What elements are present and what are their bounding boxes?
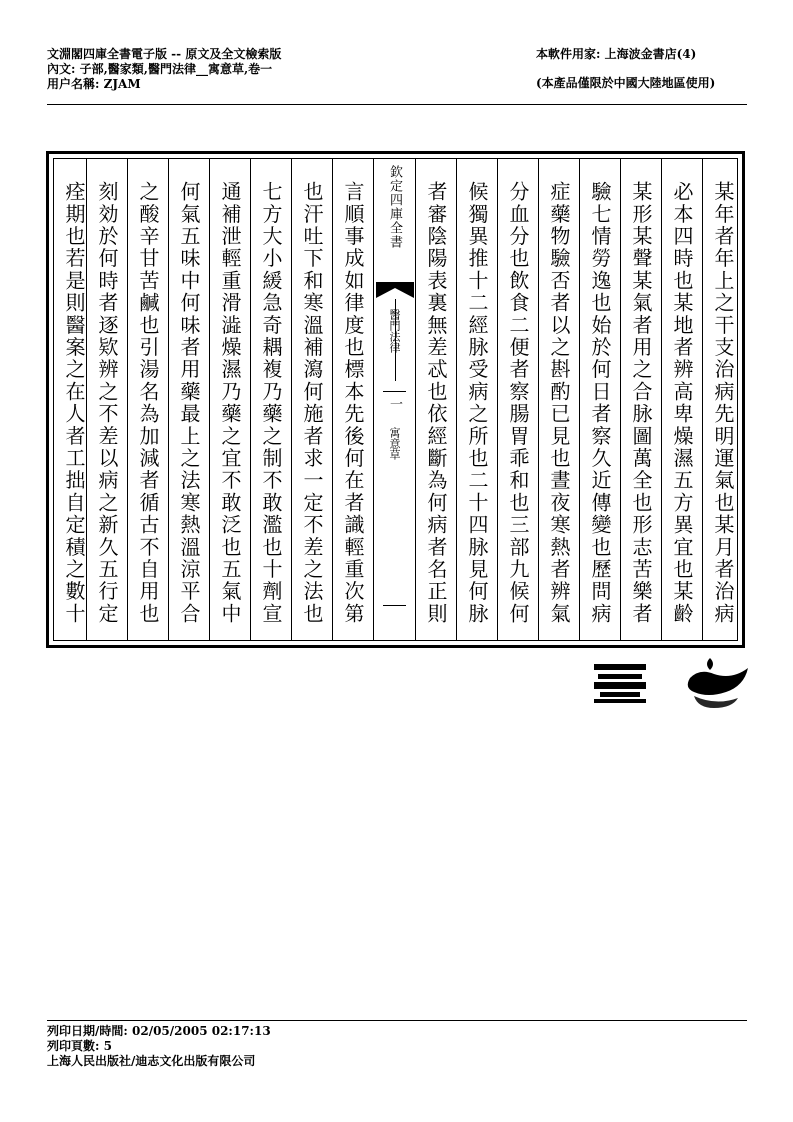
column-text: 言順事成如律度也標本先後何在者識輕重次第 <box>341 181 365 625</box>
print-page-count: 列印頁數: 5 <box>47 1039 112 1053</box>
column-text: 通補泄輕重滑澁燥濕乃藥之宜不敢泛也五氣中 <box>218 181 242 625</box>
column-text: 何氣五味中何味者用藥最上之法寒熱溫涼平合 <box>177 181 201 625</box>
page-frame-inner <box>53 158 738 641</box>
text-column <box>209 159 250 640</box>
text-column <box>702 159 743 640</box>
text-column <box>45 159 86 640</box>
header-divider <box>47 104 747 105</box>
column-text: 也汗吐下和寒溫補瀉何施者求一定不差之法也 <box>300 181 324 625</box>
text-column <box>250 159 291 640</box>
text-column <box>497 159 538 640</box>
column-text: 刻効於何時者逐欵辨之不差以病之新久五行定 <box>95 181 119 625</box>
text-column <box>168 159 209 640</box>
header-title: 文淵閣四庫全書電子版 -- 原文及全文檢索版 <box>47 47 282 61</box>
collection-title: 欽定四庫全書 <box>387 165 402 249</box>
column-text: 之酸辛甘苦鹹也引湯名為加減者循古不自用也 <box>136 181 160 625</box>
text-column <box>127 159 168 640</box>
publisher: 上海人民出版社/迪志文化出版有限公司 <box>47 1054 256 1068</box>
text-column <box>579 159 620 640</box>
column-text: 症藥物驗否者以之斟酌已見也晝夜寒熱者辨氣 <box>547 181 571 625</box>
text-column <box>620 159 661 640</box>
document-footer <box>47 1024 271 1069</box>
header-content-path: 內文: 子部,醫家類,醫門法律__寓意草,卷一 <box>47 62 273 76</box>
text-column <box>415 159 456 640</box>
column-text: 痊期也若是則醫案之在人者工拙自定積之數十 <box>62 181 86 625</box>
sub-title: 寓意草 <box>388 427 401 460</box>
document-header-right <box>536 47 715 91</box>
center-rule <box>383 605 406 606</box>
text-column <box>661 159 702 640</box>
text-column <box>538 159 579 640</box>
footer-divider <box>47 1020 747 1021</box>
page-frame <box>46 151 745 648</box>
text-column <box>332 159 373 640</box>
column-text: 分血分也飲食二便者察腸胃乖和也三部九候何 <box>506 181 530 625</box>
column-text: 七方大小緩急奇耦複乃藥之制不敢濫也十劑宣 <box>259 181 283 625</box>
center-fold-column <box>373 159 415 640</box>
document-header <box>47 47 281 92</box>
book-title: 醫門法律 <box>388 309 401 353</box>
column-text: 者審陰陽表裏無差忒也依經斷為何病者名正則 <box>424 181 448 625</box>
header-licensee: 本軟件用家: 上海波金書店(4) <box>536 47 697 61</box>
header-username: 用户名稱: ZJAM <box>47 77 141 91</box>
fishtail-mark-icon <box>374 282 416 298</box>
header-region-note: (本產品僅限於中國大陸地區使用) <box>536 76 716 90</box>
text-column <box>291 159 332 640</box>
column-text: 某形某聲某氣者用之合脉圖萬全也形志苦樂者 <box>629 181 653 625</box>
seal-stamp-icon <box>592 656 750 708</box>
column-text: 某年者年上之干支治病先明運氣也某月者治病 <box>711 181 735 625</box>
text-column <box>456 159 497 640</box>
column-text: 驗七情勞逸也始於何日者察久近傳變也歷問病 <box>588 181 612 625</box>
print-datetime: 列印日期/時間: 02/05/2005 02:17:13 <box>47 1024 271 1038</box>
center-rule <box>383 391 406 392</box>
column-text: 必本四時也某地者辨高卑燥濕五方異宜也某齡 <box>670 181 694 625</box>
column-text: 候獨異推十二經脉受病之所也二十四脉見何脉 <box>465 181 489 625</box>
volume-number: 一 <box>387 397 402 410</box>
